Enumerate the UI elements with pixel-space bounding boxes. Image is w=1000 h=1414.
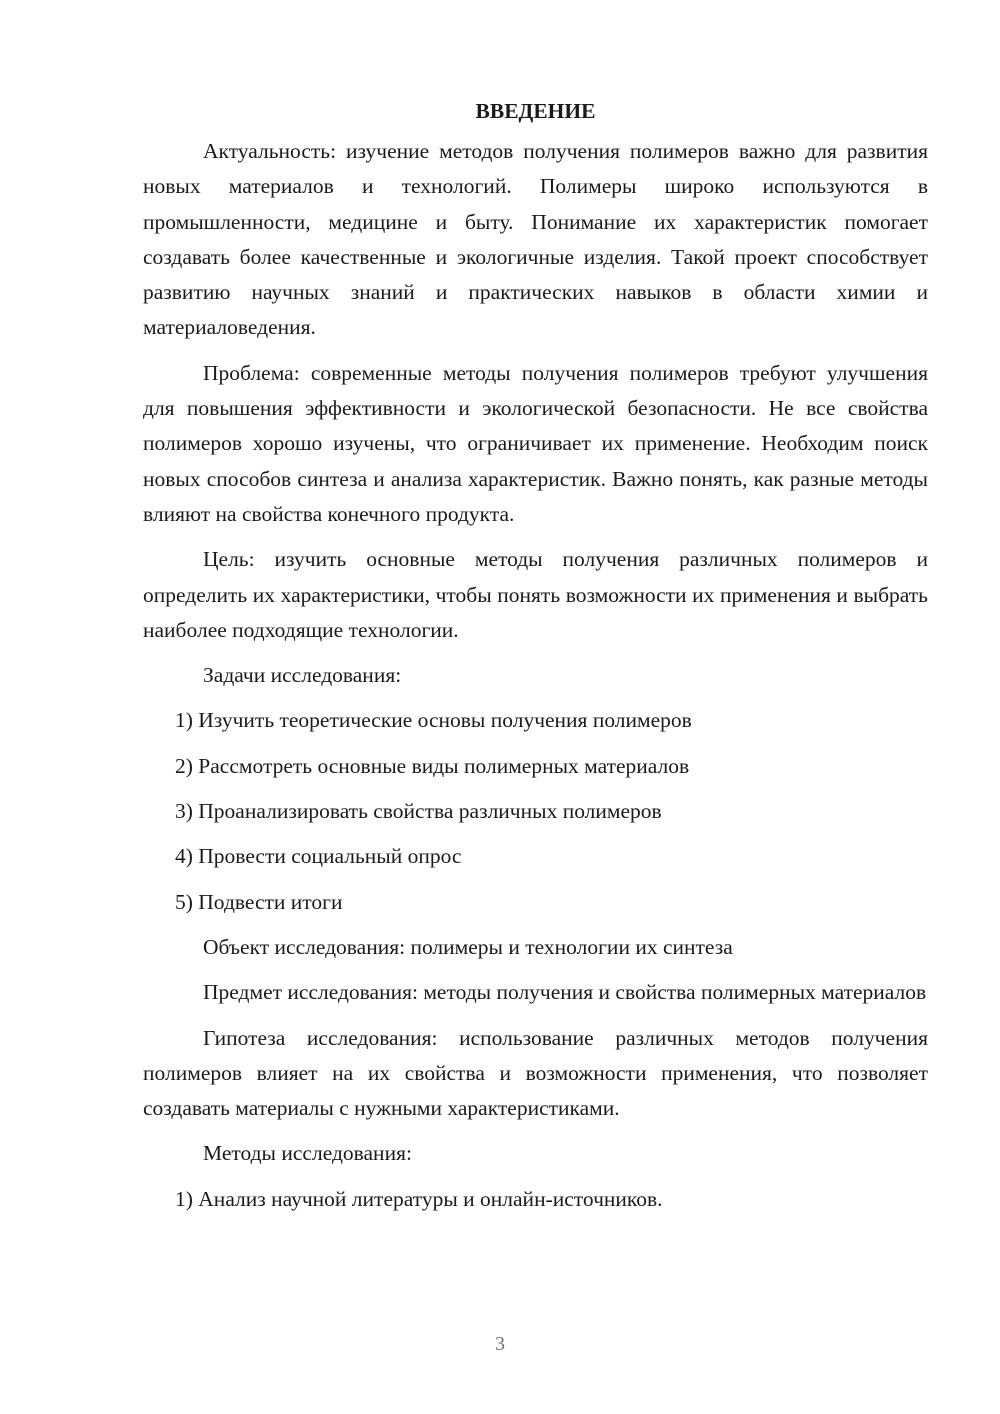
- hypothesis-paragraph: Гипотеза исследования: использование различных методов получения полимеров влияет на их свойства и возможности применения, что позволяет создавать материалы с нужными характеристиками.: [143, 1025, 928, 1121]
- subject-paragraph: Предмет исследования: методы получения и свойства полимерных материалов: [203, 980, 927, 1005]
- page-title: ВВЕДЕНИЕ: [475, 99, 596, 123]
- task-item-4: 4) Провести социальный опрос: [175, 844, 462, 869]
- object-line: Объект исследования: полимеры и технологии их синтеза: [203, 934, 733, 959]
- method-item-1: 1) Анализ научной литературы и онлайн-источников.: [175, 1186, 663, 1211]
- document-page: [143, 96, 928, 1227]
- page-number: 3: [495, 1333, 505, 1355]
- task-item-5: 5) Подвести итоги: [175, 889, 343, 914]
- problem-paragraph: Проблема: современные методы получения полимеров требуют улучшения для повышения эффективности и экологической безопасности. Не все свойства полимеров хорошо изучены, что ограничивает их применение. Необходим поиск новых способов синтеза и анализа характеристик. Важно понять, как разные методы влияют на свойства конечного продукта.: [143, 360, 928, 526]
- goal-paragraph: Цель: изучить основные методы получения различных полимеров и определить их характеристики, чтобы понять возможности их применения и выбрать наиболее подходящие технологии.: [143, 547, 928, 642]
- methods-heading: Методы исследования:: [203, 1141, 412, 1166]
- tasks-heading: Задачи исследования:: [203, 663, 402, 688]
- relevance-paragraph: Актуальность: изучение методов получения полимеров важно для развития новых материалов и технологий. Полимеры широко используются в промышленности, медицине и быту. Понимание их характеристик помогает создавать более качественные и экологичные изделия. Такой проект способствует развитию научных знаний и практических навыков в области химии и материаловедения.: [143, 139, 928, 340]
- task-item-1: 1) Изучить теоретические основы получения полимеров: [175, 708, 692, 733]
- task-item-2: 2) Рассмотреть основные виды полимерных материалов: [175, 753, 690, 778]
- task-item-3: 3) Проанализировать свойства различных полимеров: [175, 799, 662, 824]
